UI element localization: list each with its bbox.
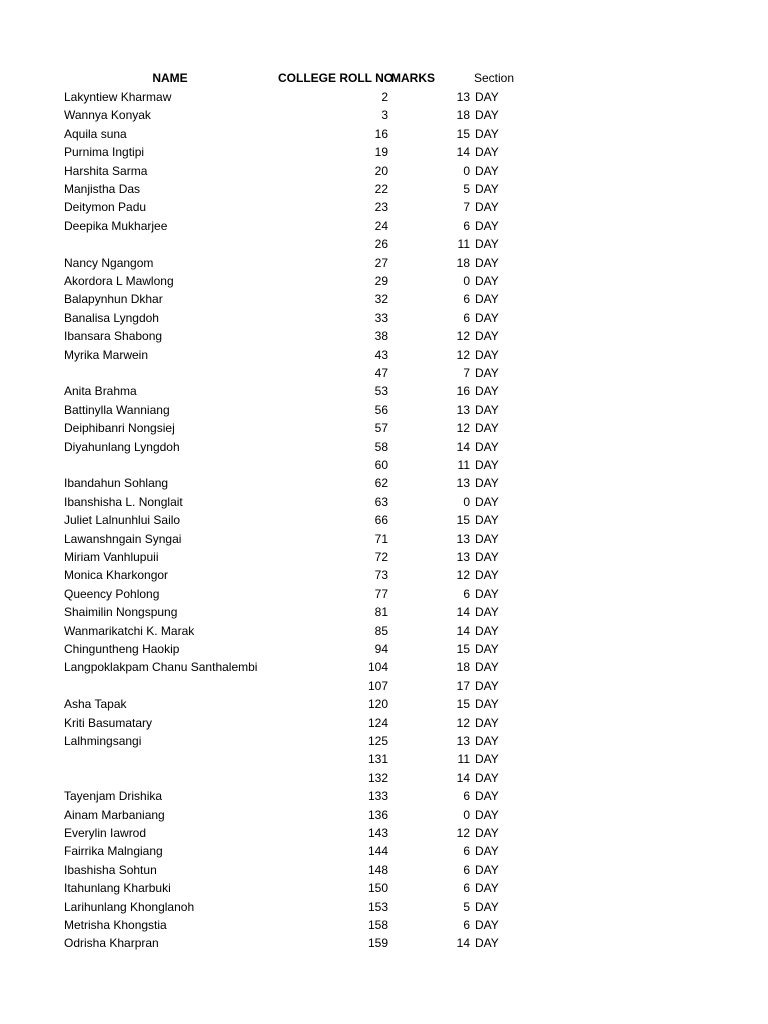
section-cell: DAY (475, 623, 499, 638)
marks-cell: 12 (456, 421, 470, 436)
section-cell: DAY (475, 421, 499, 436)
name-cell: Ibanshisha L. Nonglait (64, 494, 183, 509)
marks-cell: 0 (463, 163, 470, 178)
name-cell: Larihunlang Khonglanoh (64, 899, 195, 914)
name-cell: Harshita Sarma (64, 163, 148, 178)
table-row (0, 272, 768, 290)
name-cell: Manjistha Das (64, 182, 141, 196)
table-row (0, 677, 768, 695)
roll-no-cell: 22 (374, 182, 388, 196)
section-cell: DAY (475, 402, 499, 417)
section-cell: DAY (475, 918, 499, 932)
name-cell: Itahunlang Kharbuki (64, 881, 171, 896)
marks-cell: 12 (456, 715, 470, 730)
name-cell: Monica Kharkongor (64, 568, 169, 583)
section-cell: DAY (475, 347, 499, 362)
roll-no-cell: 2 (381, 90, 388, 104)
marks-cell: 12 (456, 568, 470, 583)
roll-no-cell: 104 (367, 660, 388, 675)
table-row (0, 493, 768, 511)
roll-no-cell: 3 (381, 108, 388, 123)
roll-no-cell: 63 (374, 494, 388, 509)
roll-no-cell: 107 (367, 678, 388, 693)
table-row (0, 382, 768, 400)
section-cell: DAY (475, 439, 499, 454)
table-row (0, 106, 768, 124)
marks-cell: 15 (456, 513, 470, 528)
name-cell: Everylin Iawrod (64, 826, 147, 840)
roll-no-cell: 57 (374, 421, 388, 436)
table-row (0, 198, 768, 216)
name-cell: Odrisha Kharpran (64, 936, 159, 951)
section-cell: DAY (475, 605, 499, 620)
roll-no-cell: 66 (374, 513, 388, 528)
roll-no-cell: 73 (374, 568, 388, 583)
name-cell: Langpoklakpam Chanu Santhalembi (64, 660, 258, 675)
table-row (0, 879, 768, 897)
table-row (0, 548, 768, 566)
table-row (0, 511, 768, 529)
table-row (0, 824, 768, 842)
table-row (0, 254, 768, 272)
section-cell: DAY (475, 458, 499, 472)
roll-no-cell: 71 (374, 531, 388, 546)
section-cell: DAY (475, 715, 499, 730)
name-cell: Ainam Marbaniang (64, 807, 165, 822)
marks-cell: 6 (463, 918, 470, 932)
section-cell: DAY (475, 145, 499, 160)
section-cell: DAY (475, 936, 499, 951)
roll-no-cell: 58 (374, 439, 388, 454)
section-cell: DAY (475, 310, 499, 325)
roll-no-cell: 23 (374, 200, 388, 215)
section-cell: DAY (475, 476, 499, 491)
marks-cell: 12 (456, 347, 470, 362)
marks-cell: 13 (456, 531, 470, 546)
section-cell: DAY (475, 550, 499, 564)
marks-cell: 6 (463, 218, 470, 233)
section-cell: DAY (475, 292, 499, 307)
table-row (0, 714, 768, 732)
marks-cell: 5 (463, 182, 470, 196)
name-cell: Wannya Konyak (64, 108, 151, 123)
name-cell: Aquila suna (64, 126, 127, 141)
section-cell: DAY (475, 513, 499, 528)
roll-no-cell: 132 (367, 770, 388, 785)
name-cell: Deitymon Padu (64, 200, 147, 215)
roll-no-cell: 62 (374, 476, 388, 491)
section-cell: DAY (475, 568, 499, 583)
name-cell: Ibandahun Sohlang (64, 476, 169, 491)
section-cell: DAY (475, 899, 499, 914)
roll-no-cell: 120 (367, 697, 388, 712)
marks-cell: 6 (463, 844, 470, 859)
name-cell: Ibashisha Sohtun (64, 862, 157, 877)
marks-cell: 6 (463, 586, 470, 601)
roll-no-cell: 72 (374, 550, 388, 564)
marks-cell: 11 (457, 458, 470, 472)
name-cell: Akordora L Mawlong (64, 274, 174, 288)
table-row (0, 585, 768, 603)
marks-cell: 14 (456, 145, 470, 160)
section-cell: DAY (475, 108, 499, 123)
marks-cell: 14 (456, 439, 470, 454)
roll-no-cell: 133 (367, 789, 388, 804)
name-cell: Tayenjam Drishika (64, 789, 163, 804)
roll-no-cell: 53 (374, 384, 388, 399)
marks-cell: 6 (463, 881, 470, 896)
name-cell: Deiphibanri Nongsiej (64, 421, 175, 436)
section-cell: DAY (475, 660, 499, 675)
marks-cell: 15 (456, 642, 470, 656)
roll-no-cell: 125 (367, 734, 388, 748)
marks-cell: 13 (456, 734, 470, 748)
section-cell: DAY (475, 366, 499, 380)
section-cell: DAY (475, 218, 499, 233)
marks-cell: 7 (463, 200, 470, 215)
roll-no-cell: 33 (374, 310, 388, 325)
section-cell: DAY (475, 531, 499, 546)
name-cell: Anita Brahma (64, 384, 137, 399)
marks-cell: 0 (463, 807, 470, 822)
roll-no-cell: 24 (374, 218, 388, 233)
table-row (0, 474, 768, 492)
marks-cell: 13 (456, 550, 470, 564)
roll-no-cell: 27 (374, 255, 388, 270)
section-cell: DAY (475, 494, 499, 509)
table-row (0, 769, 768, 787)
header-row (0, 69, 768, 87)
roll-no-cell: 148 (367, 862, 388, 877)
table-row (0, 750, 768, 768)
section-cell: DAY (475, 274, 499, 288)
table-row (0, 309, 768, 327)
roll-no-cell: 81 (374, 605, 388, 620)
header-roll-no: COLLEGE ROLL NO (278, 71, 394, 85)
marks-cell: 18 (456, 108, 470, 123)
table-row (0, 603, 768, 621)
table-row (0, 916, 768, 934)
name-cell: Metrisha Khongstia (64, 918, 167, 932)
table-row (0, 695, 768, 713)
marks-cell: 17 (456, 678, 470, 693)
roll-no-cell: 38 (374, 329, 388, 344)
name-cell: Banalisa Lyngdoh (64, 310, 159, 325)
marks-cell: 0 (463, 494, 470, 509)
section-cell: DAY (475, 200, 499, 215)
marks-cell: 18 (456, 255, 470, 270)
table-row (0, 290, 768, 308)
roll-no-cell: 94 (374, 642, 388, 656)
section-cell: DAY (475, 182, 499, 196)
marks-cell: 6 (463, 310, 470, 325)
name-cell: Battinylla Wanniang (64, 402, 170, 417)
section-cell: DAY (475, 752, 499, 767)
marks-cell: 7 (463, 366, 470, 380)
marks-cell: 14 (456, 936, 470, 951)
table-row (0, 530, 768, 548)
marks-cell: 15 (456, 126, 470, 141)
section-cell: DAY (475, 807, 499, 822)
header-name: NAME (152, 71, 188, 85)
section-cell: DAY (475, 881, 499, 896)
marks-cell: 11 (457, 237, 470, 252)
table-row (0, 143, 768, 161)
name-cell: Shaimilin Nongspung (64, 605, 178, 620)
roll-no-cell: 136 (367, 807, 388, 822)
name-cell: Lawanshngain Syngai (64, 531, 182, 546)
section-cell: DAY (475, 586, 499, 601)
roll-no-cell: 144 (367, 844, 388, 859)
table-row (0, 622, 768, 640)
name-cell: Asha Tapak (64, 697, 127, 712)
table-row (0, 235, 768, 253)
name-cell: Queency Pohlong (64, 586, 160, 601)
marks-cell: 6 (463, 292, 470, 307)
section-cell: DAY (475, 789, 499, 804)
name-cell: Lakyntiew Kharmaw (64, 90, 172, 104)
section-cell: DAY (475, 255, 499, 270)
roll-no-cell: 143 (367, 826, 388, 840)
name-cell: Lalhmingsangi (64, 734, 142, 748)
roll-no-cell: 26 (374, 237, 388, 252)
marks-cell: 12 (456, 826, 470, 840)
table-row (0, 861, 768, 879)
marks-cell: 5 (463, 899, 470, 914)
roll-no-cell: 43 (374, 347, 388, 362)
table-row (0, 364, 768, 382)
table-row (0, 566, 768, 584)
roll-no-cell: 16 (374, 126, 388, 141)
marks-cell: 18 (456, 660, 470, 675)
name-cell: Chinguntheng Haokip (64, 642, 180, 656)
name-cell: Nancy Ngangom (64, 255, 154, 270)
roll-no-cell: 47 (374, 366, 388, 380)
name-cell: Kriti Basumatary (64, 715, 153, 730)
marks-cell: 12 (456, 329, 470, 344)
name-cell: Ibansara Shabong (64, 329, 163, 344)
table-row (0, 180, 768, 198)
section-cell: DAY (475, 642, 499, 656)
name-cell: Myrika Marwein (64, 347, 149, 362)
table-row (0, 217, 768, 235)
section-cell: DAY (475, 126, 499, 141)
table-row (0, 346, 768, 364)
roll-no-cell: 56 (374, 402, 388, 417)
roll-no-cell: 159 (367, 936, 388, 951)
table-row (0, 842, 768, 860)
table-row (0, 125, 768, 143)
section-cell: DAY (475, 329, 499, 344)
section-cell: DAY (475, 734, 499, 748)
table-row (0, 732, 768, 750)
table-row (0, 640, 768, 658)
table-row (0, 438, 768, 456)
roll-no-cell: 32 (374, 292, 388, 307)
section-cell: DAY (475, 844, 499, 859)
roll-no-cell: 60 (374, 458, 388, 472)
roll-no-cell: 153 (367, 899, 388, 914)
name-cell: Deepika Mukharjee (64, 218, 168, 233)
table-row (0, 327, 768, 345)
table-row (0, 401, 768, 419)
section-cell: DAY (475, 770, 499, 785)
roll-no-cell: 29 (374, 274, 388, 288)
section-cell: DAY (475, 90, 499, 104)
section-cell: DAY (475, 826, 499, 840)
table-row (0, 787, 768, 805)
roll-no-cell: 20 (374, 163, 388, 178)
marks-cell: 13 (456, 90, 470, 104)
roll-no-cell: 77 (374, 586, 388, 601)
name-cell: Purnima Ingtipi (64, 145, 145, 160)
marks-cell: 0 (463, 274, 470, 288)
marks-cell: 14 (456, 605, 470, 620)
section-cell: DAY (475, 163, 499, 178)
header-marks: MARKS (391, 71, 435, 85)
table-row (0, 898, 768, 916)
name-cell: Balapynhun Dkhar (64, 292, 163, 307)
marks-cell: 14 (456, 623, 470, 638)
name-cell: Wanmarikatchi K. Marak (64, 623, 195, 638)
marks-cell: 11 (457, 752, 470, 767)
marks-cell: 14 (456, 770, 470, 785)
roll-no-cell: 124 (367, 715, 388, 730)
section-cell: DAY (475, 384, 499, 399)
table-row (0, 88, 768, 106)
roll-no-cell: 150 (367, 881, 388, 896)
name-cell: Juliet Lalnunhlui Sailo (64, 513, 181, 528)
roll-no-cell: 85 (374, 623, 388, 638)
table-row (0, 934, 768, 952)
table-row (0, 162, 768, 180)
roll-no-cell: 131 (367, 752, 388, 767)
section-cell: DAY (475, 862, 499, 877)
table-row (0, 419, 768, 437)
name-cell: Diyahunlang Lyngdoh (64, 439, 180, 454)
roll-no-cell: 158 (367, 918, 388, 932)
name-cell: Fairrika Malngiang (64, 844, 163, 859)
table-row (0, 456, 768, 474)
roll-no-cell: 19 (374, 145, 388, 160)
section-cell: DAY (475, 697, 499, 712)
name-cell: Miriam Vanhlupuii (64, 550, 159, 564)
table-row (0, 806, 768, 824)
header-section: Section (473, 71, 515, 85)
marks-cell: 6 (463, 789, 470, 804)
marks-cell: 13 (456, 402, 470, 417)
marks-cell: 6 (463, 862, 470, 877)
section-cell: DAY (475, 678, 499, 693)
table-row (0, 658, 768, 676)
section-cell: DAY (475, 237, 499, 252)
marks-cell: 16 (456, 384, 470, 399)
marks-cell: 13 (456, 476, 470, 491)
marks-cell: 15 (456, 697, 470, 712)
